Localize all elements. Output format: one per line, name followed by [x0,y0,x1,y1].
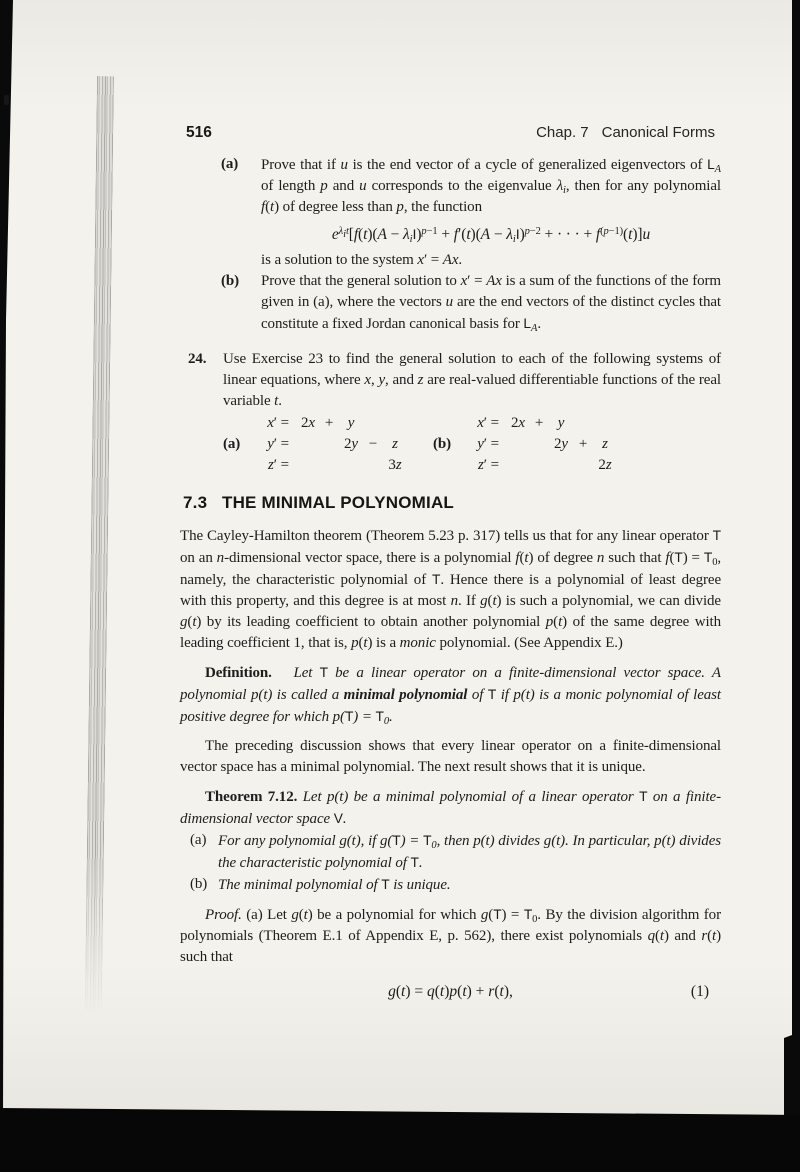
equation-term: x′ = [267,415,289,431]
equation-term: + [324,415,334,431]
section-title: THE MINIMAL POLYNOMIAL [222,493,455,512]
exercise-number: 24. [188,351,207,367]
exercise-text: Prove that the general solution to x′ = Ax is a sum of the functions of the form given in (a), where the vectors u are the end vectors of the distinct cycles that constitute a fixed Jordan canonical basis for $L_A$. [261,273,722,334]
equation-term: z [602,436,608,452]
page-number: 516 [186,124,212,141]
exercise23-part-a [221,154,721,271]
item-label: (a) [190,832,207,848]
equation-term [295,455,321,476]
equation-term: y [347,415,355,431]
equation-term [547,455,575,476]
display-equation: $e^{\lambda_it}[f(t)(A - \lambda_iI)^{p-1} + f'(t)(A - \lambda_iI)^{p-2}$ + · · · + $f^{(p-1)}(t)]u$ [331,226,651,245]
scan-speck [4,95,9,105]
equation-term [505,455,531,476]
equation-term [365,455,381,476]
equation-term [337,455,365,476]
proof-paragraph: Proof. (a) Let g(t) be a polynomial for which $g(T) = T_0$. By the division algorithm for polynomials (Theorem E.1 of Appendix E, p. 562), there exist polynomials q(t) and r(t) such that [180,907,721,965]
theorem-text: For any polynomial g(t), if $g(T) = T_0$, then p(t) divides g(t). In particular, p(t) divides the characteristic polynomial of T. [218,833,721,871]
theorem-part-b [180,874,721,896]
equation-term [575,455,591,476]
theorem-part-a [180,830,721,874]
equation-term: y [557,415,565,431]
equation-term [321,455,337,476]
definition-paragraph: Definition. Let T be a linear operator on a finite-dimensional vector space. A polynomial p(t) is called a minimal polynomial of T if p(t) is a monic polynomial of least positive degree for which $p(T) = T_0$. [180,665,721,727]
running-head-title: Canonical Forms [601,124,715,141]
section-heading [180,493,721,513]
exercise-text: is a solution to the system x′ = Ax. [261,252,463,268]
page-header [180,124,721,142]
equation-term [591,413,619,434]
item-label: (b) [190,876,208,892]
item-label: (a) [221,156,239,172]
equation-term [575,413,591,434]
equation-term [321,434,337,455]
equation-term: + [578,436,588,452]
exercise-text: Use Exercise 23 to find the general solution to each of the following systems of linear equations, where x, y, and z are real-valued differentiable functions of the real variable t. [223,351,721,409]
uniqueness-paragraph: The preceding discussion shows that every linear operator on a finite-dimensional vector space has a minimal polynomial. The next result shows that it is unique. [180,738,721,775]
exercise23-part-b [221,271,721,335]
intro-paragraph: The Cayley-Hamilton theorem (Theorem 5.23 p. 317) tells us that for any linear operator T on an n-dimensional vector space, there is a polynomial f(t) of degree n such that $f(T) = T_0$, namely, the characteristic polynomial of T. Hence there is a polynomial of least degree with this property, and this degree is at most n. If g(t) is such a polynomial, we can divide g(t) by its leading coefficient to obtain another polynomial p(t) of the same degree with leading coefficient 1, that is, p(t) is a monic polynomial. (See Appendix E.) [180,528,721,651]
theorem-statement: Theorem 7.12. Let p(t) be a minimal polynomial of a linear operator T on a finite-dimensional vector space V. [180,789,721,827]
equation-term: 2y [344,436,358,452]
exercise-text: Prove that if u is the end vector of a cycle of generalized eigenvectors of $L_A$ of length p and u corresponds to the eigenvalue $\lambda_i$, then for any polynomial f(t) of degree less than p, the function [261,157,721,215]
equation-term [365,413,381,434]
equation-term [531,455,547,476]
system-a-equations [261,413,409,476]
running-head-chapter: Chap. 7 [536,124,589,141]
item-body [261,154,721,271]
equation-term: x′ = [477,415,499,431]
equation-systems [223,413,721,476]
system-b-equations [471,413,619,476]
equation-term: y′ = [267,436,289,452]
equation-1-formula: g(t) = q(t)p(t) + r(t), [388,983,513,1000]
exercise24 [180,349,721,476]
system-a-label: (a) [223,436,241,452]
equation-term: 2y [554,436,568,452]
equation-term: + [534,415,544,431]
equation-term: − [368,436,378,452]
system-b-label: (b) [433,436,452,452]
equation-term [531,434,547,455]
item-label: (b) [221,273,240,289]
exercise24-body [223,349,721,476]
equation-term: 2z [598,457,612,473]
equation-term: 2x [301,415,315,431]
equation-term: z′ = [478,457,499,473]
equation-term [505,434,531,455]
equation-term: 2x [511,415,525,431]
equation-term: y′ = [477,436,499,452]
running-head [536,124,715,141]
theorem-text: The minimal polynomial of T is unique. [218,877,451,893]
equation-1 [180,981,721,1003]
equation-term: z′ = [268,457,289,473]
text-column [180,0,721,1003]
equation-term [295,434,321,455]
equation-term [381,413,409,434]
equation-term: z [392,436,398,452]
equation-1-tag: (1) [690,983,709,1000]
section-number: 7.3 [183,493,208,512]
equation-term: 3z [388,457,402,473]
